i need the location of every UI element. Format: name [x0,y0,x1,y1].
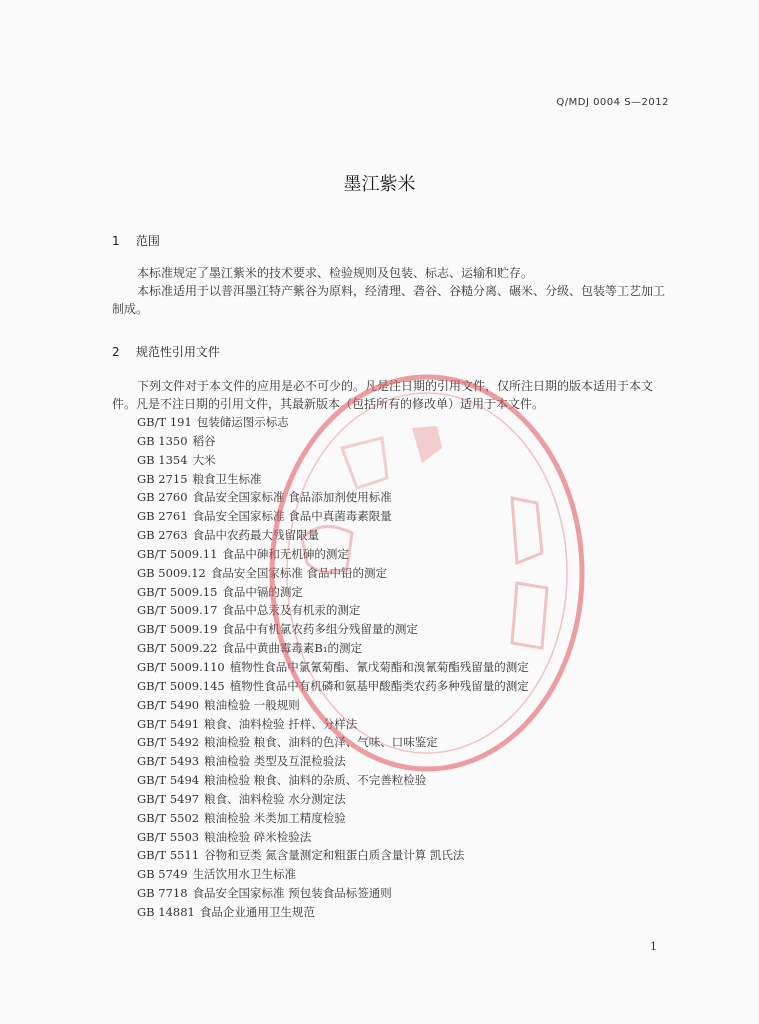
reference-title: 包装储运图示标志 [196,415,289,429]
document-title: 墨江紫米 [343,174,416,195]
reference-title: 稻谷 [192,433,216,448]
reference-code: GB 2761 [137,509,188,524]
section-1-paragraph-1: 本标准规定了墨江紫米的技术要求、检验规则及包装、标志、运输和贮存。 [137,266,534,280]
reference-title: 粮食卫生标准 [192,471,262,486]
reference-code: GB/T 5502 [137,810,200,825]
reference-code: GB/T 5009.19 [137,622,218,637]
reference-title: 粮食、油料检验 扦样、分样法 [204,716,358,731]
reference-item [137,601,529,620]
reference-item [137,564,529,583]
reference-title: 食品企业通用卫生规范 [199,904,315,919]
reference-title: 粮油检验 类型及互混检验法 [204,754,346,769]
reference-code: GB 2763 [137,528,188,543]
reference-code: GB/T 5009.17 [137,603,218,618]
reference-title: 粮油检验 一般规则 [204,697,300,712]
reference-code: GB 5009.12 [137,565,206,580]
section-1-title: 范围 [135,234,160,248]
reference-list [137,413,529,922]
reference-code: GB 2760 [137,490,188,505]
reference-title: 植物性食品中氯氰菊酯、氰戊菊酯和溴氰菊酯残留量的测定 [229,659,529,674]
reference-code: GB/T 5497 [137,791,200,806]
reference-item [137,752,529,771]
section-2-title: 规范性引用文件 [135,345,220,359]
reference-title: 粮油检验 粮食、油料的杂质、不完善粒检验 [204,773,427,788]
reference-item [137,809,529,828]
reference-item [137,828,529,847]
reference-item [137,903,529,922]
reference-title: 食品安全国家标准 预包装食品标签通则 [192,886,392,901]
reference-item [137,696,529,715]
reference-code: GB 1354 [137,452,188,467]
reference-item [137,413,529,432]
reference-item [137,583,529,602]
reference-code: GB/T 5503 [137,829,200,844]
reference-code: GB/T 5009.110 [137,659,225,674]
reference-item [137,470,529,489]
section-2-intro: 下列文件对于本文件的应用是必不可少的。凡是注日期的引用文件，仅所注日期的版本适用于本文件。凡是不注日期的引用文件，其最新版本（包括所有的修改单）适用于本文件。 [112,379,654,411]
reference-code: GB/T 5009.22 [137,641,218,656]
reference-title: 谷物和豆类 氮含量测定和粗蛋白质含量计算 凯氏法 [204,848,465,863]
reference-title: 大米 [192,452,216,467]
reference-item [137,432,529,451]
reference-title: 食品中总汞及有机汞的测定 [222,603,361,618]
reference-title: 粮油检验 米类加工精度检验 [204,810,346,825]
reference-code: GB 14881 [137,904,195,919]
reference-item [137,526,529,545]
reference-item [137,620,529,639]
reference-item [137,790,529,809]
standard-code: Q/MDJ 0004 S—2012 [556,97,669,108]
reference-code: GB/T 5494 [137,773,200,788]
reference-item [137,715,529,734]
section-2-heading [112,343,220,360]
reference-code: GB/T 5009.11 [137,546,218,561]
reference-code: GB/T 5493 [137,754,200,769]
reference-code: GB/T 191 [137,415,192,429]
reference-code: GB/T 5490 [137,697,200,712]
reference-item [137,488,529,507]
section-1-paragraph-2: 本标准适用于以普洱墨江特产紫谷为原料，经清理、砻谷、谷糙分离、碾米、分级、包装等工艺加工制成。 [112,284,666,316]
reference-code: GB/T 5492 [137,735,200,750]
reference-title: 食品中农药最大残留限量 [192,528,320,543]
reference-title: 食品安全国家标准 食品添加剂使用标准 [192,490,392,505]
reference-code: GB/T 5009.145 [137,678,225,693]
reference-item [137,884,529,903]
section-1-number: 1 [112,234,120,248]
reference-title: 食品安全国家标准 食品中真菌毒素限量 [192,509,392,524]
reference-code: GB/T 5511 [137,848,200,863]
reference-title: 植物性食品中有机磷和氨基甲酸酯类农药多种残留量的测定 [229,678,529,693]
section-2-number: 2 [112,345,120,359]
reference-code: GB/T 5491 [137,716,200,731]
reference-code: GB 5749 [137,867,188,882]
reference-title: 食品中有机氯农药多组分残留量的测定 [222,622,418,637]
reference-code: GB 1350 [137,433,188,448]
reference-code: GB 7718 [137,886,188,901]
page-number: 1 [650,940,657,953]
reference-item [137,658,529,677]
reference-title: 粮油检验 粮食、油料的色泽、气味、口味鉴定 [204,735,438,750]
reference-item [137,865,529,884]
reference-item [137,451,529,470]
reference-title: 粮油检验 碎米检验法 [204,829,312,844]
reference-item [137,846,529,865]
reference-title: 生活饮用水卫生标准 [192,867,297,882]
reference-code: GB/T 5009.15 [137,584,218,599]
reference-item [137,545,529,564]
reference-title: 食品中镉的测定 [222,584,303,599]
reference-title: 食品安全国家标准 食品中铅的测定 [210,565,388,580]
reference-title: 粮食、油料检验 水分测定法 [204,791,346,806]
reference-code: GB 2715 [137,471,188,486]
reference-title: 食品中黄曲霉毒素B₁的测定 [222,641,362,656]
reference-item [137,733,529,752]
reference-item [137,507,529,526]
reference-item [137,639,529,658]
reference-item [137,677,529,696]
section-1-heading [112,232,160,249]
reference-title: 食品中砷和无机砷的测定 [222,546,349,561]
reference-item [137,771,529,790]
